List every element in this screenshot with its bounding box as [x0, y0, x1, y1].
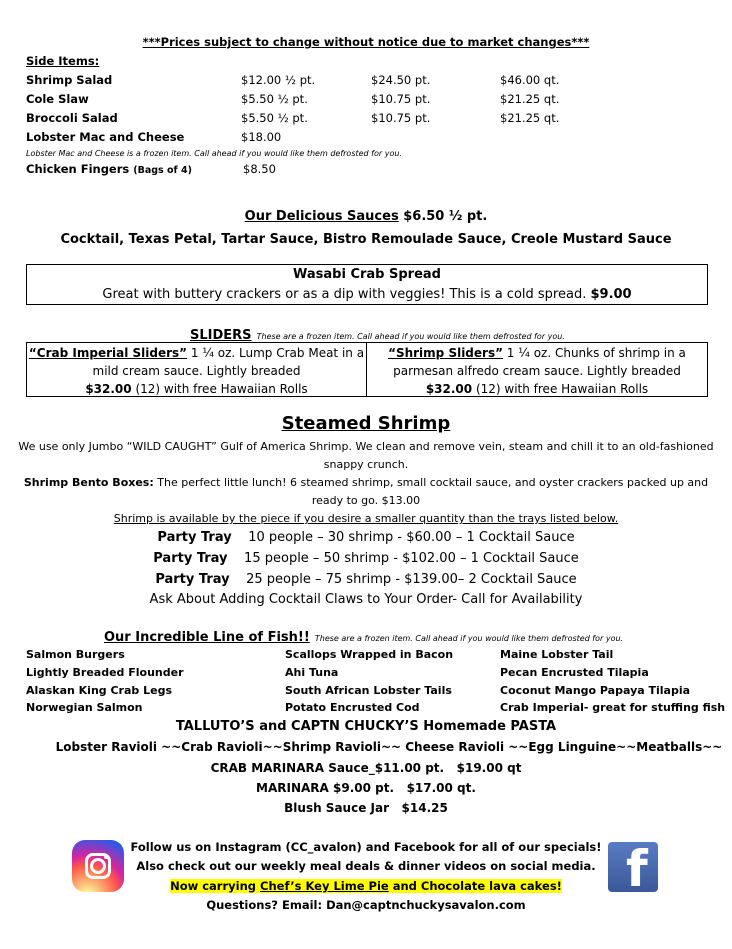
bento-line-2: ready to go. $13.00: [311, 494, 421, 507]
party-tray-row: [0, 530, 732, 545]
shrimp-sliders-price-note: (12) with free Hawaiian Rolls: [472, 382, 649, 396]
side-item-name: Shrimp Salad: [26, 73, 113, 87]
wasabi-box: [26, 264, 708, 305]
steamed-shrimp-heading: Steamed Shrimp: [281, 413, 451, 434]
bento-desc: The perfect little lunch! 6 steamed shrimp, small cocktail sauce, and oyster crackers packed up and: [153, 476, 709, 489]
party-tray-desc: 10 people – 30 shrimp - $60.00 – 1 Cocktail Sauce: [231, 530, 575, 545]
side-item-price-pint: $10.75 pt.: [371, 111, 431, 125]
pasta-heading: TALLUTO’S and CAPTN CHUCKY’S Homemade PASTA: [175, 719, 557, 734]
footer-deals-line: Also check out our weekly meal deals & dinner videos on social media.: [136, 859, 596, 873]
fish-note: These are a frozen item. Call ahead if you would like them defrosted for you.: [314, 634, 624, 643]
shrimp-sliders-price: $32.00: [425, 382, 473, 396]
fish-item: Norwegian Salmon: [26, 701, 143, 714]
sliders-heading: SLIDERS: [190, 328, 252, 343]
side-item-price-half: $5.50 ½ pt.: [241, 92, 308, 106]
chicken-fingers-price: $8.50: [243, 162, 276, 176]
crab-sliders-desc: 1 ¼ oz. Lump Crab Meat in a: [187, 346, 365, 360]
new-items-prefix: Now carrying: [170, 879, 261, 893]
shrimp-desc-1: We use only Jumbo “WILD CAUGHT” Gulf of America Shrimp. We clean and remove vein, steam and chill it to an old-fashioned: [18, 440, 714, 453]
fish-item: South African Lobster Tails: [285, 684, 452, 697]
chicken-fingers-note: (Bags of 4): [133, 165, 192, 176]
party-tray-desc: 15 people – 50 shrimp - $102.00 – 1 Cocktail Sauce: [227, 551, 579, 566]
chicken-fingers-name: Chicken Fingers: [26, 162, 130, 176]
party-tray-label: Party Tray: [157, 530, 232, 545]
party-tray-label: Party Tray: [153, 551, 228, 566]
shrimp-sliders-name: “Shrimp Sliders”: [388, 346, 503, 360]
crab-sliders-price: $32.00: [85, 382, 132, 396]
party-tray-row: [0, 572, 732, 587]
sliders-table: [26, 342, 708, 397]
bento-line-1: [0, 476, 732, 489]
fish-item: Coconut Mango Papaya Tilapia: [500, 684, 691, 697]
shrimp-sliders-desc-2: parmesan alfredo cream sauce. Lightly breaded: [393, 364, 681, 378]
party-tray-desc: 25 people – 75 shrimp - $139.00– 2 Cocktail Sauce: [229, 572, 577, 587]
sauces-heading-line: [0, 209, 732, 224]
side-item-price-half: $5.50 ½ pt.: [241, 111, 308, 125]
blush-sauce-price: Blush Sauce Jar $14.25: [284, 801, 448, 815]
wasabi-desc-line: [27, 287, 707, 302]
fish-item: Salmon Burgers: [26, 648, 125, 661]
cocktail-claws-note: Ask About Adding Cocktail Claws to Your Order- Call for Availability: [149, 592, 583, 607]
footer-new-items-line: [0, 879, 732, 893]
mac-cheese-note: Lobster Mac and Cheese is a frozen item. Call ahead if you would like them defrosted for you.: [26, 149, 402, 158]
shrimp-sliders-desc: 1 ¼ oz. Chunks of shrimp in a: [502, 346, 686, 360]
party-tray-row: [0, 551, 732, 566]
sauces-price: $6.50 ½ pt.: [398, 209, 488, 224]
facebook-icon-letter: f: [626, 842, 648, 892]
sliders-heading-line: [190, 324, 565, 343]
sliders-note: These are a frozen item. Call ahead if you would like them defrosted for you.: [256, 332, 565, 341]
key-lime-pie: Chef’s Key Lime Pie: [260, 879, 389, 893]
fish-heading-line: [104, 626, 623, 645]
side-item-price-half: $12.00 ½ pt.: [241, 73, 316, 87]
fish-item: Scallops Wrapped in Bacon: [285, 648, 454, 661]
shrimp-desc-2: snappy crunch.: [323, 458, 409, 471]
side-item-name: Cole Slaw: [26, 92, 89, 106]
crab-marinara-price: CRAB MARINARA Sauce_$11.00 pt. $19.00 qt: [210, 761, 522, 775]
wasabi-title: Wasabi Crab Spread: [293, 267, 441, 282]
crab-sliders-cell: [27, 343, 367, 396]
footer-social-line: Follow us on Instagram (CC_avalon) and Facebook for all of our specials!: [130, 840, 602, 854]
side-item-price-quart: $21.25 qt.: [500, 92, 560, 106]
fish-item: Alaskan King Crab Legs: [26, 684, 172, 697]
fish-item: Potato Encrusted Cod: [285, 701, 420, 714]
side-item-name: Lobster Mac and Cheese: [26, 130, 185, 144]
marinara-price: MARINARA $9.00 pt. $17.00 qt.: [256, 781, 476, 795]
side-item-price-pint: $10.75 pt.: [371, 92, 431, 106]
side-item-price-quart: $46.00 qt.: [500, 73, 560, 87]
sauces-list: Cocktail, Texas Petal, Tartar Sauce, Bistro Remoulade Sauce, Creole Mustard Sauce: [60, 232, 672, 247]
side-item-name: [26, 162, 192, 176]
crab-sliders-price-note: (12) with free Hawaiian Rolls: [131, 382, 308, 396]
price-notice: ***Prices subject to change without notice due to market changes***: [142, 35, 590, 49]
side-item-price-pint: $24.50 pt.: [371, 73, 431, 87]
side-item-price-quart: $21.25 qt.: [500, 111, 560, 125]
fish-item: Lightly Breaded Flounder: [26, 666, 184, 679]
footer-email-line[interactable]: Questions? Email: Dan@captnchuckysavalon.com: [206, 898, 526, 912]
fish-item: Maine Lobster Tail: [500, 648, 614, 661]
fish-item: Pecan Encrusted Tilapia: [500, 666, 649, 679]
by-piece-note: Shrimp is available by the piece if you desire a smaller quantity than the trays listed below.: [113, 512, 619, 525]
wasabi-price: $9.00: [590, 287, 632, 302]
crab-sliders-desc-2: mild cream sauce. Lightly breaded: [92, 364, 301, 378]
bento-label: Shrimp Bento Boxes:: [23, 476, 154, 489]
fish-item: Crab Imperial- great for stuffing fish: [500, 701, 726, 714]
crab-sliders-name: “Crab Imperial Sliders”: [28, 346, 188, 360]
shrimp-sliders-cell: [367, 343, 707, 396]
party-tray-label: Party Tray: [155, 572, 230, 587]
side-item-price-half: $18.00: [241, 130, 282, 144]
side-item-name: Broccoli Salad: [26, 111, 118, 125]
pasta-list: Lobster Ravioli ~~Crab Ravioli~~Shrimp Ravioli~~ Cheese Ravioli ~~Egg Linguine~~Meatballs~~: [55, 740, 723, 754]
lava-cakes: and Chocolate lava cakes!: [388, 879, 562, 893]
wasabi-desc: Great with buttery crackers or as a dip with veggies! This is a cold spread.: [102, 287, 587, 302]
fish-heading: Our Incredible Line of Fish!!: [104, 630, 310, 645]
side-items-heading: Side Items:: [26, 54, 100, 68]
sauces-heading: Our Delicious Sauces: [244, 209, 399, 224]
fish-item: Ahi Tuna: [285, 666, 339, 679]
